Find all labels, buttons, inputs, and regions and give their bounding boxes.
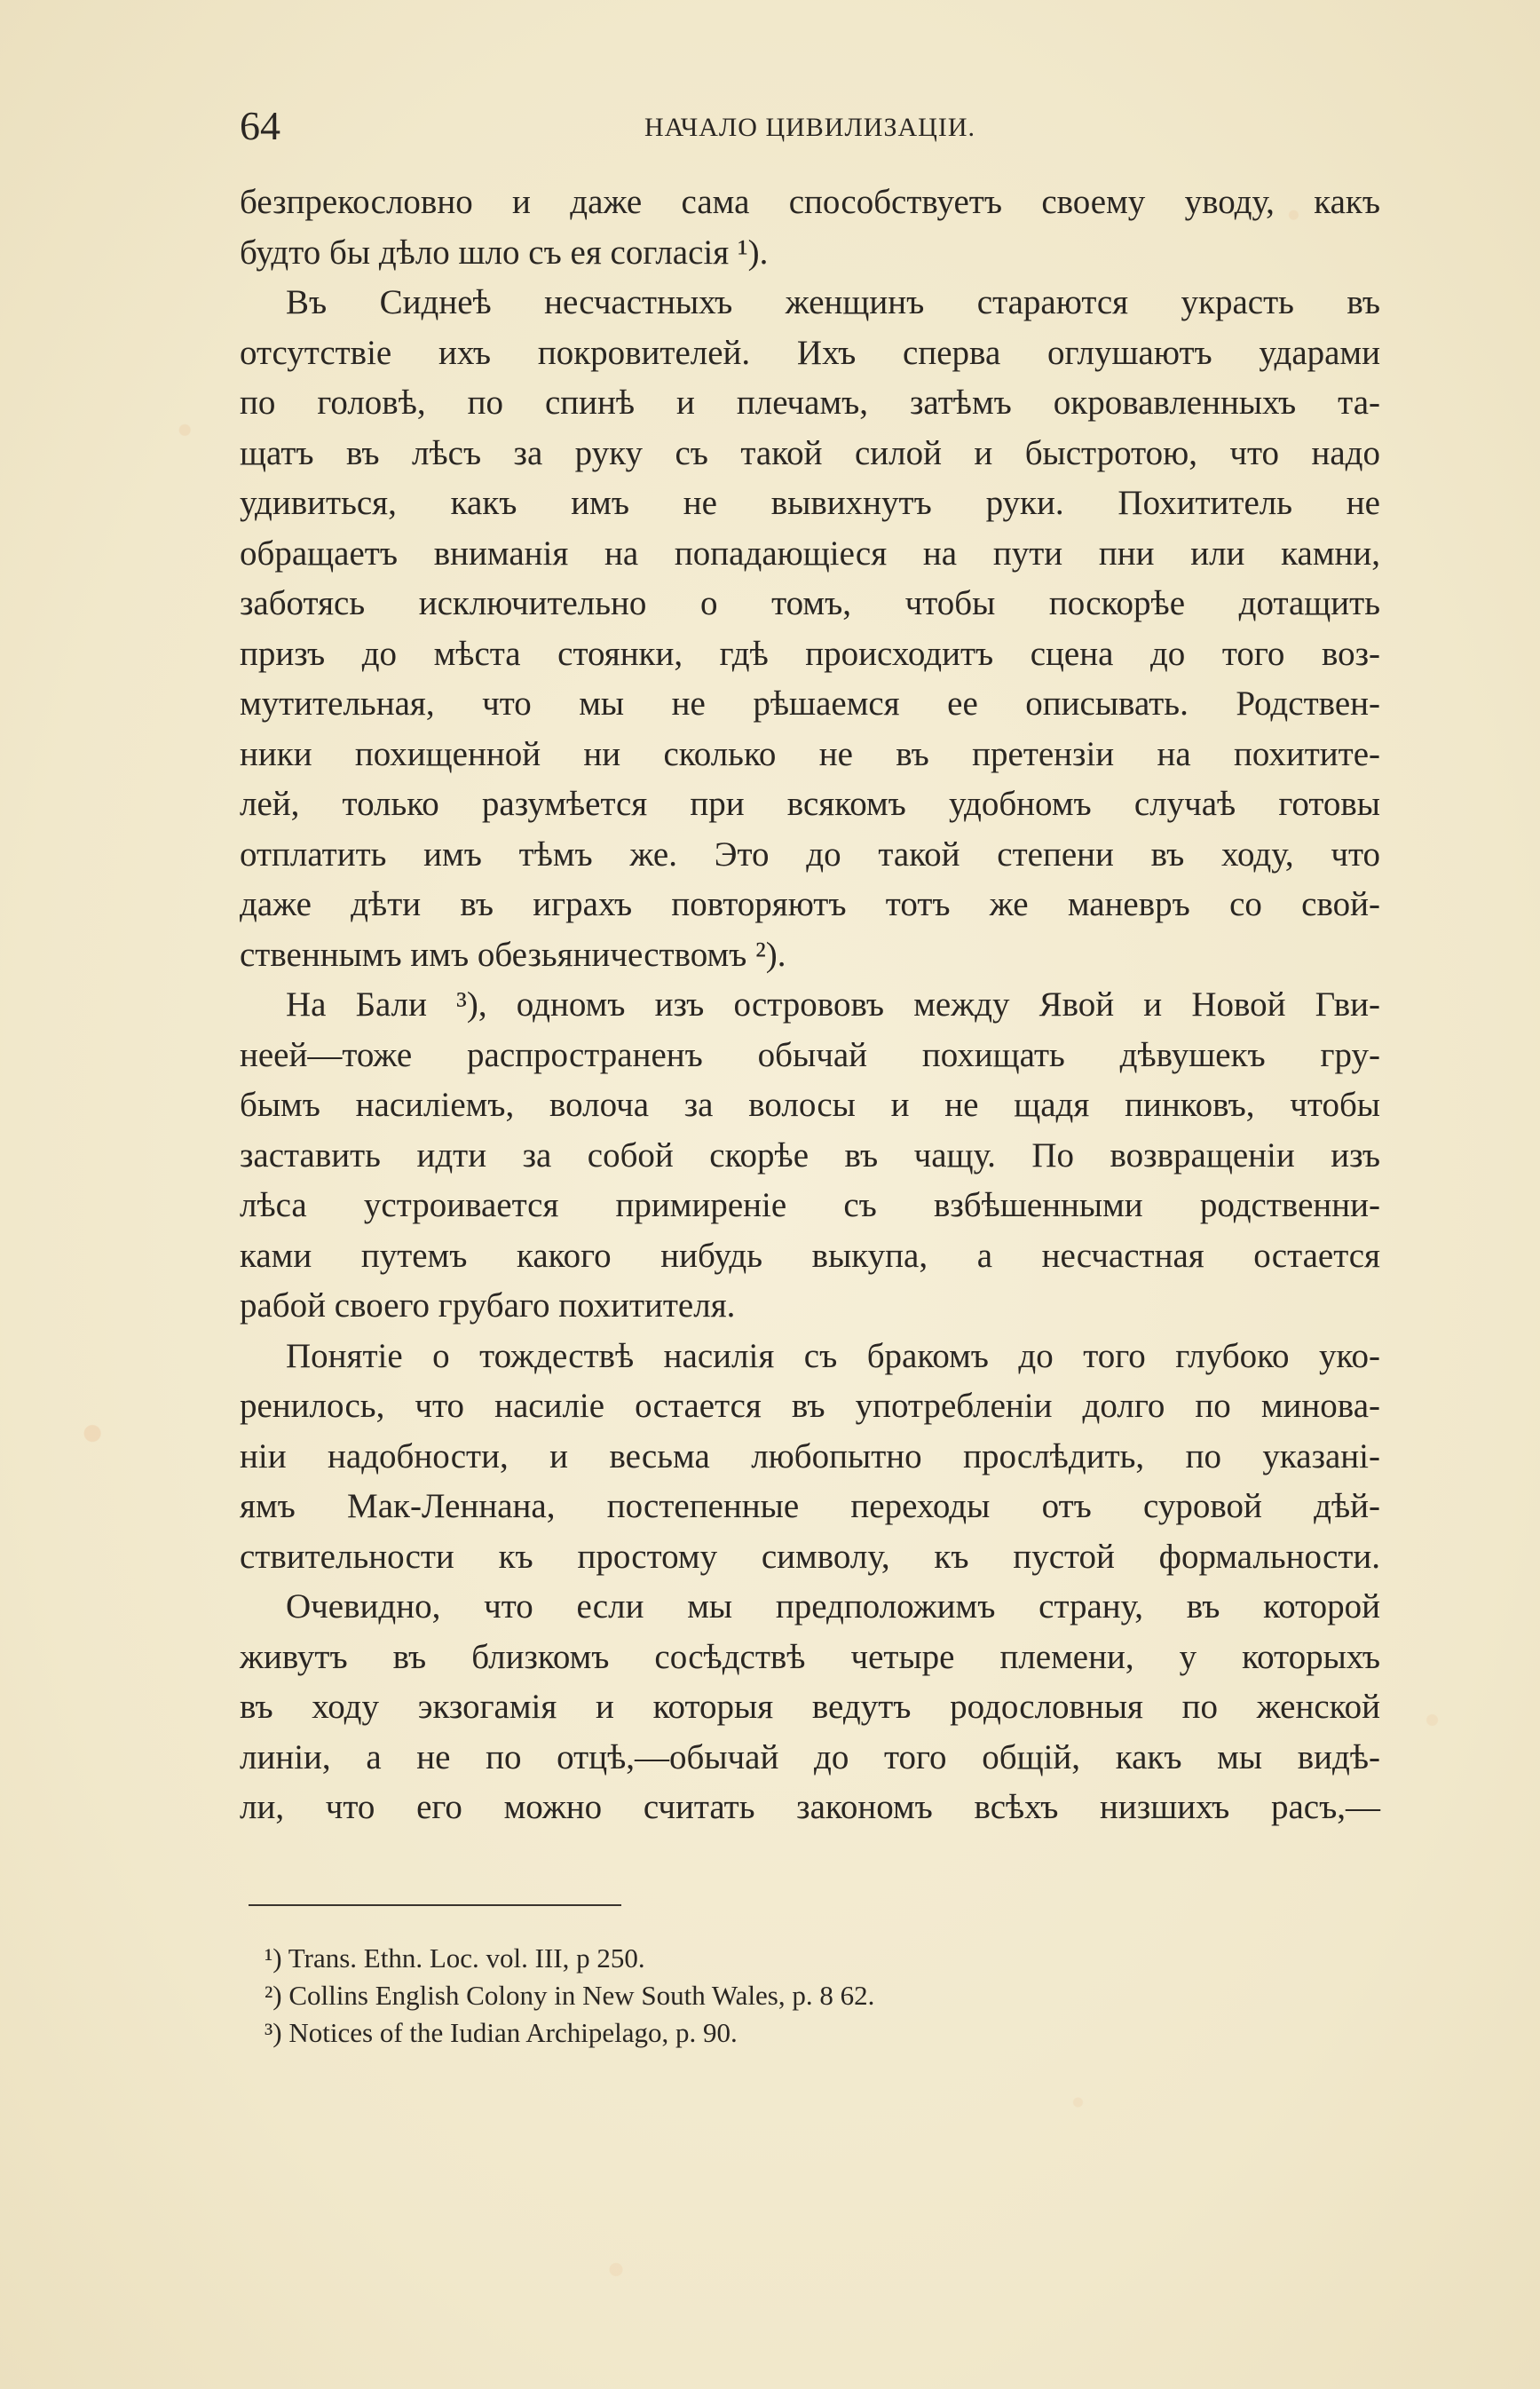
paragraph-2 (240, 278, 1380, 980)
footnote: ¹) Trans. Ethn. Loc. vol. III, p 250. (265, 1942, 645, 1974)
paragraph-4 (240, 1332, 1380, 1583)
text-line: ками путемъ какого нибудь выкупа, а несчастная остается (240, 1236, 1380, 1275)
text-line: обращаетъ вниманія на попадающіеся на пути пни или камни, (240, 534, 1380, 573)
text-line: линіи, а не по отцѣ,—обычай до того общій, какъ мы видѣ- (240, 1737, 1380, 1776)
text-line: даже дѣти въ играхъ повторяютъ тотъ же маневръ со свой- (240, 885, 1380, 923)
page-header (240, 99, 1380, 153)
text-line: заботясь исключительно о томъ, чтобы поскорѣе дотащить (240, 584, 1380, 622)
text-line: безпрекословно и даже сама способствуетъ своему уводу, какъ (240, 183, 1380, 221)
text-line: ственнымъ имъ обезьяничествомъ ²). (240, 935, 786, 974)
text-line: въ ходу экзогамія и которыя ведутъ родословныя по женской (240, 1688, 1380, 1726)
text-line: Понятіе о тождествѣ насилія съ бракомъ до того глубоко уко- (286, 1336, 1380, 1375)
footnotes (265, 1940, 1241, 2052)
text-line: удивиться, какъ имъ не вывихнутъ руки. Похититель не (240, 484, 1380, 522)
text-line: лѣса устроивается примиреніе съ взбѣшенными родственни- (240, 1186, 1380, 1224)
footnote: ³) Notices of the Iudian Archipelago, p. 90. (265, 2017, 738, 2048)
footnote-separator (249, 1904, 621, 1906)
main-text (240, 178, 1380, 1833)
text-line: лей, только разумѣется при всякомъ удобномъ случаѣ готовы (240, 785, 1380, 823)
text-line: Очевидно, что если мы предположимъ страну, въ которой (286, 1587, 1380, 1626)
text-line: бымъ насиліемъ, волоча за волосы и не щадя пинковъ, чтобы (240, 1086, 1380, 1124)
paragraph-3 (240, 980, 1380, 1332)
text-line: рабой своего грубаго похитителя. (240, 1286, 736, 1325)
text-line: мутительная, что мы не рѣшаемся ее описывать. Родствен- (240, 684, 1380, 723)
text-line: отплатить имъ тѣмъ же. Это до такой степени въ ходу, что (240, 835, 1380, 874)
text-line: ренилось, что насиліе остается въ употребленіи долго по минова- (240, 1387, 1380, 1425)
text-line: неей—тоже распространенъ обычай похищать дѣвушекъ гру- (240, 1035, 1380, 1074)
paragraph-1 (240, 178, 1380, 278)
text-line: ники похищенной ни сколько не въ претензіи на похитите- (240, 734, 1380, 773)
text-line: ніи надобности, и весьма любопытно прослѣдить, по указані- (240, 1436, 1380, 1475)
text-line: ствительности къ простому символу, къ пустой формальности. (240, 1537, 1380, 1576)
text-line: ли, что его можно считать закономъ всѣхъ низшихъ расъ,— (240, 1788, 1380, 1826)
running-title: НАЧАЛО ЦИВИЛИЗАЦІИ. (644, 113, 975, 142)
text-line: отсутствіе ихъ покровителей. Ихъ сперва оглушаютъ ударами (240, 333, 1380, 372)
text-line: по головѣ, по спинѣ и плечамъ, затѣмъ окровавленныхъ та- (240, 384, 1380, 422)
paragraph-5 (240, 1582, 1380, 1833)
text-line: Въ Сиднеѣ несчастныхъ женщинъ стараются украсть въ (286, 283, 1380, 321)
text-line: ямъ Мак-Леннана, постепенные переходы отъ суровой дѣй- (240, 1487, 1380, 1525)
text-line: щатъ въ лѣсъ за руку съ такой силой и быстротою, что надо (240, 433, 1380, 472)
footnote: ²) Collins English Colony in New South Wales, p. 8 62. (265, 1980, 875, 2011)
text-line: живутъ въ близкомъ сосѣдствѣ четыре племени, у которыхъ (240, 1637, 1380, 1676)
text-line: призъ до мѣста стоянки, гдѣ происходитъ сцена до того воз- (240, 634, 1380, 673)
text-line: будто бы дѣло шло съ ея согласія ¹). (240, 233, 769, 272)
page-number: 64 (240, 103, 280, 148)
text-line: На Бали ³), одномъ изъ острововъ между Явой и Новой Гви- (286, 985, 1380, 1024)
text-line: заставить идти за собой скорѣе въ чащу. По возвращеніи изъ (240, 1135, 1380, 1175)
